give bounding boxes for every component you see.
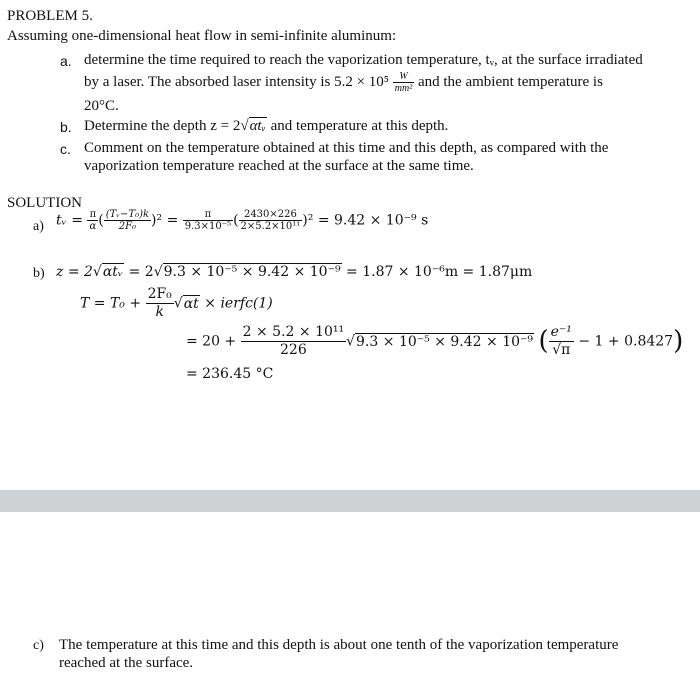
left-paren: ( xyxy=(538,326,549,356)
fraction-pi-over-alpha-value xyxy=(183,209,233,232)
item-a-line3: 20°C. xyxy=(84,98,119,114)
item-b-text xyxy=(84,117,448,135)
fraction-2f0-over-k xyxy=(146,286,174,321)
fraction-den: √π xyxy=(552,342,571,358)
fraction-den: 226 xyxy=(280,342,307,358)
item-a-line2 xyxy=(84,71,603,94)
equals: = xyxy=(166,212,179,229)
sqrt-symbol: √ xyxy=(346,333,356,350)
depth-sqrt-symbolic: αtᵥ xyxy=(102,264,124,280)
unit-numerator: W xyxy=(393,71,414,83)
fraction-num: e⁻¹ xyxy=(550,324,572,340)
subst-sqrt: 9.3 × 10⁻⁵ × 9.42 × 10⁻⁹ xyxy=(356,333,534,350)
fraction-num: 2 × 5.2 × 10¹¹ xyxy=(242,324,345,340)
depth-lhs: z = 2 xyxy=(56,264,93,280)
subst-post: − 1 + 0.8427 xyxy=(578,333,674,350)
depth-sqrt-numeric: 9.3 × 10⁻⁵ × 9.42 × 10⁻⁹ xyxy=(163,264,341,280)
fraction-den: α xyxy=(89,221,97,232)
item-c-line1: Comment on the temperature obtained at this time and this depth, as compared with the xyxy=(84,140,609,156)
fraction-pi-over-alpha xyxy=(87,209,98,232)
item-c-line2: vaporization temperature reached at the surface at the same time. xyxy=(84,158,474,174)
temp-lhs: T = T₀ + xyxy=(80,295,142,312)
item-a-line2-pre: by a laser. The absorbed laser intensity is 5.2 × 10⁵ xyxy=(84,73,390,90)
fraction-den: 2F₀ xyxy=(118,221,137,232)
item-b-sqrt: αtᵥ xyxy=(249,118,266,134)
fraction-numeric xyxy=(239,209,303,232)
solution-b-substitution xyxy=(186,324,683,359)
item-b-post: and temperature at this depth. xyxy=(270,118,449,134)
solution-c-line1: The temperature at this time and this depth is about one tenth of the vaporization temperature xyxy=(59,637,619,653)
fraction-flux-over-k xyxy=(241,324,346,359)
problem-title: PROBLEM 5. xyxy=(7,8,93,24)
fraction-num: 2430×226 xyxy=(239,209,303,221)
sqrt-symbol: √ xyxy=(153,264,163,280)
unit-denominator: mm² xyxy=(394,83,413,94)
item-a-marker: a. xyxy=(60,53,72,69)
fraction-num: 2F₀ xyxy=(147,286,172,302)
depth-mid: = 2 xyxy=(128,264,154,280)
fraction-den: 9.3×10⁻⁵ xyxy=(184,221,232,232)
depth-result: = 1.87 × 10⁻⁶m = 1.87μm xyxy=(346,264,533,280)
solution-a-equation: tᵥ = $\frac{\pi}{\alpha}$ ( $\frac{\text{(Tᵥ−T₀)k}}{\text{2F₀}}$ )² = $\frac{\pi}{\text{9.3×10⁻⁵}}$ ( $\frac{2430\times 226}{\text{2×5.2×10¹¹}}$ )² = 9.42 × 10⁻⁹ s xyxy=(56,209,429,232)
item-a-line2-post: and the ambient temperature is xyxy=(417,73,603,90)
item-b-pre: Determine the depth z = 2 xyxy=(84,118,241,134)
sqrt-symbol: √ xyxy=(92,264,102,280)
solution-a-result: )² = 9.42 × 10⁻⁹ s xyxy=(302,212,429,229)
subst-pre: = 20 + xyxy=(186,333,237,350)
temp-sqrt: αt xyxy=(183,295,199,312)
sqrt-symbol: √ xyxy=(240,118,249,134)
fraction-num: π xyxy=(87,209,98,221)
item-a-line1: determine the time required to reach the vaporization temperature, tᵥ, at the surface irradiated xyxy=(84,52,643,68)
fraction-temp-k xyxy=(104,209,151,232)
solution-b-temperature-formula xyxy=(80,286,273,321)
solution-c-label: c) xyxy=(33,638,44,653)
solution-b-label: b) xyxy=(33,266,45,281)
solution-c-line2: reached at the surface. xyxy=(59,655,194,671)
solution-a-lhs: tᵥ = xyxy=(56,212,84,229)
fraction-den: 2×5.2×10¹¹ xyxy=(240,221,301,232)
right-paren: ) xyxy=(673,326,684,356)
fraction-e-over-sqrtpi xyxy=(549,324,574,359)
intensity-unit xyxy=(393,71,414,94)
problem-intro: Assuming one-dimensional heat flow in semi-infinite aluminum: xyxy=(7,28,397,44)
solution-b-result: = 236.45 °C xyxy=(186,366,274,382)
fraction-den: k xyxy=(155,304,164,320)
item-b-marker: b. xyxy=(60,119,72,135)
page-divider xyxy=(0,490,700,512)
fraction-num: (Tᵥ−T₀)k xyxy=(105,209,150,220)
item-c-marker: c. xyxy=(60,141,71,157)
temp-ierfc: × ierfc(1) xyxy=(204,295,273,312)
fraction-num: π xyxy=(183,209,233,221)
solution-b-depth xyxy=(56,264,532,281)
sqrt-symbol: √ xyxy=(173,295,183,312)
solution-title: SOLUTION xyxy=(7,195,82,211)
solution-a-label: a) xyxy=(33,219,44,234)
